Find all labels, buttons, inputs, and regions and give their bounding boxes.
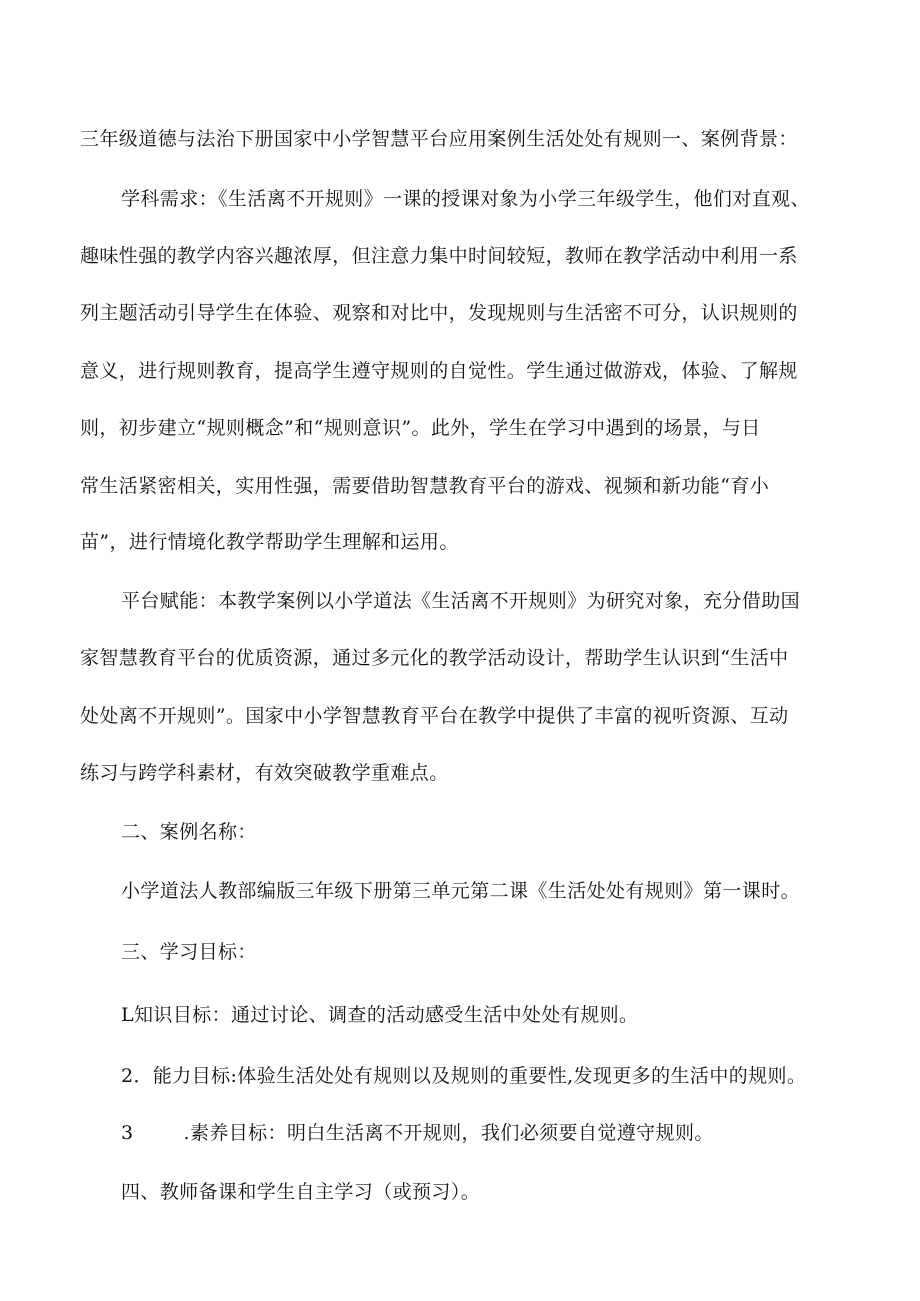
section-3-heading: 三、学习目标： — [121, 941, 257, 963]
paragraph-platform-line-1: 平台赋能：本教学案例以小学道法《生活离不开规则》为研究对象，充分借助国 — [121, 590, 801, 612]
paragraph-platform-line-2: 家智慧教育平台的优质资源，通过多元化的教学活动设计，帮助学生认识到“生活中 — [80, 647, 789, 669]
learning-goal-3 — [121, 1121, 714, 1145]
section-4-heading: 四、教师备课和学生自主学习（或预习）。 — [121, 1181, 481, 1203]
learning-goal-3-text: .素养目标：明白生活离不开规则，我们必须要自觉遵守规则。 — [183, 1122, 714, 1144]
paragraph-subject-need-line-1: 学科需求：《生活离不开规则》一课的授课对象为小学三年级学生，他们对直观、 — [121, 188, 810, 210]
learning-goal-2: 2．能力目标:体验生活处处有规则以及规则的重要性,发现更多的生活中的规则。 — [121, 1065, 807, 1087]
paragraph-platform-line-3: 处处离不开规则”。国家中小学智慧教育平台在教学中提供了丰富的视听资源、互动 — [80, 705, 789, 727]
paragraph-subject-need-line-2: 趣味性强的教学内容兴趣浓厚，但注意力集中时间较短，教师在教学活动中利用一系 — [80, 245, 798, 267]
document-title-line: 三年级道德与法治下册国家中小学智慧平台应用案例生活处处有规则一、案例背景： — [80, 128, 798, 150]
section-2-body: 小学道法人教部编版三年级下册第三单元第二课《生活处处有规则》第一课时。 — [121, 880, 801, 902]
paragraph-subject-need-line-7: 苗”，进行情境化教学帮助学生理解和运用。 — [80, 531, 459, 553]
paragraph-subject-need-line-4: 意义，进行规则教育，提高学生遵守规则的自觉性。学生通过做游戏，体验、了解规 — [80, 360, 798, 382]
learning-goal-1: L知识目标：通过讨论、调查的活动感受生活中处处有规则。 — [121, 1004, 639, 1026]
learning-goal-3-number: 3 — [121, 1122, 134, 1144]
paragraph-platform-line-4: 练习与跨学科素材，有效突破教学重难点。 — [80, 762, 449, 784]
paragraph-subject-need-line-6: 常生活紧密相关，实用性强，需要借助智慧教育平台的游戏、视频和新功能“育小 — [80, 475, 770, 497]
paragraph-subject-need-line-3: 列主题活动引导学生在体验、观察和对比中，发现规则与生活密不可分，认识规则的 — [80, 302, 798, 324]
section-2-heading: 二、案例名称： — [121, 821, 257, 843]
paragraph-subject-need-line-5: 则，初步建立“规则概念”和“规则意识”。此外，学生在学习中遇到的场景，与日 — [80, 417, 761, 439]
